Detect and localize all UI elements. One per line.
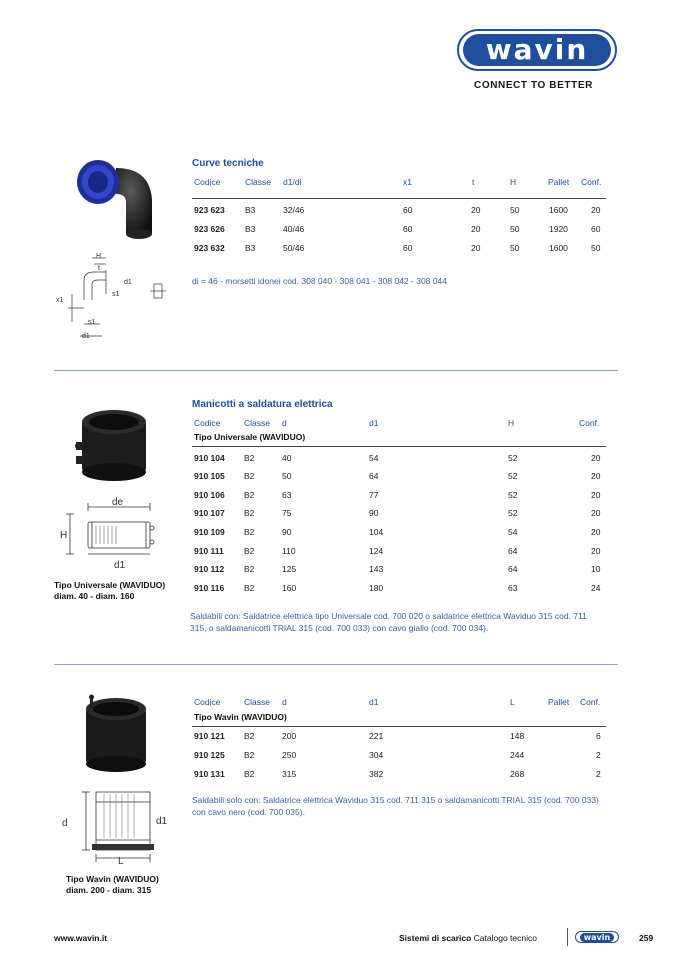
s2-r0-conf: 20 (591, 453, 601, 463)
elbow-product-image (68, 160, 158, 244)
s1-r0-pallet: 1600 (549, 205, 568, 215)
s3-r0-d1: 221 (369, 731, 384, 741)
s3-r0-d: 200 (282, 731, 297, 741)
diagram-label-s1-bottom: s1 (88, 319, 96, 326)
s2-header-rule (192, 446, 606, 447)
s2-r0-codice: 910 104 (194, 453, 225, 463)
s2-r3-d1: 90 (369, 508, 379, 518)
s3-r1-codice: 910 125 (194, 750, 225, 760)
s3-r2-classe: B2 (244, 769, 255, 779)
s2-r2-d: 63 (282, 490, 292, 500)
s1-header-conf: Conf. (581, 177, 602, 187)
s2-r5-d1: 124 (369, 546, 384, 556)
s2-r6-d: 125 (282, 564, 297, 574)
s1-r2-conf: 50 (591, 243, 601, 253)
s2-header-H: H (508, 418, 515, 428)
s3-r2-conf: 2 (596, 769, 601, 779)
s3-r1-d: 250 (282, 750, 297, 760)
s3-r0-classe: B2 (244, 731, 255, 741)
s1-note: di = 46 - morsetti idonei cod. 308 040 - 308 041 - 308 042 - 308 044 (192, 276, 447, 286)
s2-r2-classe: B2 (244, 490, 255, 500)
s3-note-line1: Saldabili solo con: Saldatrice elettrica Waviduo 315 cod. 711 315 o saldamanicotti TRIAL 315 (cod. 700 033) (192, 795, 599, 805)
s2-r5-classe: B2 (244, 546, 255, 556)
s1-r1-conf: 60 (591, 224, 601, 234)
s2-r7-codice: 910 116 (194, 583, 225, 593)
s1-r0-codice: 923 623 (194, 205, 225, 215)
s2-header-classe: Classe (244, 418, 270, 428)
s2-r4-H: 54 (508, 527, 518, 537)
s2-r6-d1: 143 (369, 564, 384, 574)
diagram-label-H2: H (60, 530, 68, 541)
s2-r1-codice: 910 105 (194, 471, 225, 481)
s3-r2-d1: 382 (369, 769, 384, 779)
s2-r3-conf: 20 (591, 508, 601, 518)
s3-r1-classe: B2 (244, 750, 255, 760)
s1-r1-x1: 60 (403, 224, 413, 234)
s1-header-rule (192, 198, 606, 199)
s1-r2-pallet: 1600 (549, 243, 568, 253)
s1-r2-d1di: 50/46 (283, 243, 305, 253)
s3-header-d: d (282, 697, 287, 707)
s1-r0-H: 50 (510, 205, 520, 215)
universal-coupler-drawing (58, 492, 168, 574)
diagram-label-d1-3: d1 (156, 816, 168, 827)
s2-r2-d1: 77 (369, 490, 379, 500)
s2-r0-classe: B2 (244, 453, 255, 463)
s3-header-codice: Codice (194, 697, 221, 707)
section-divider-2 (54, 664, 618, 665)
s2-r7-classe: B2 (244, 583, 255, 593)
s1-r0-x1: 60 (403, 205, 413, 215)
footer-separator (567, 928, 568, 946)
s2-r1-classe: B2 (244, 471, 255, 481)
s3-r2-codice: 910 131 (194, 769, 225, 779)
diagram-label-de: de (112, 497, 124, 508)
wavin-coupler-image (78, 694, 154, 774)
footer-catalog (399, 933, 537, 943)
s2-r7-conf: 24 (591, 583, 601, 593)
s2-header-codice: Codice (194, 418, 221, 428)
s2-r6-classe: B2 (244, 564, 255, 574)
footer-logo-text: wavin (580, 933, 614, 942)
s2-r5-d: 110 (282, 546, 296, 556)
s1-r0-conf: 20 (591, 205, 601, 215)
s1-r0-classe: B3 (245, 205, 256, 215)
s2-r7-H: 63 (508, 583, 518, 593)
s3-r0-L: 148 (510, 731, 525, 741)
s2-r2-codice: 910 106 (194, 490, 225, 500)
diagram-label-d3: d (62, 818, 68, 829)
s2-r6-codice: 910 112 (194, 564, 225, 574)
s2-note-line2: 315, o saldamanicotti TRIAL 315 (cod. 700 033) con cavo giallo (cod. 700 034). (190, 623, 489, 633)
s2-r0-d1: 54 (369, 453, 379, 463)
s2-r2-H: 52 (508, 490, 518, 500)
wavin-coupler-drawing (56, 784, 176, 866)
diagram-label-H: H (96, 253, 102, 260)
s2-header-conf: Conf. (579, 418, 600, 428)
s2-note-line1: Saldabili con: Saldatrice elettrica tipo Universale cod. 700 020 o saldatrice elettrica Waviduo 315 cod. 711 (190, 611, 587, 621)
s1-r2-codice: 923 632 (194, 243, 225, 253)
s2-r1-conf: 20 (591, 471, 601, 481)
elbow-technical-drawing (54, 250, 174, 345)
s3-r1-d1: 304 (369, 750, 384, 760)
s1-header-H: H (510, 177, 517, 187)
tagline: CONNECT TO BETTER (474, 80, 593, 91)
diagram-label-d1-2: d1 (114, 560, 126, 571)
diagram-label-d1: d1 (124, 279, 132, 286)
diagram-label-s1: s1 (112, 291, 120, 298)
logo-text: wavin (463, 34, 611, 66)
s2-r2-conf: 20 (591, 490, 601, 500)
s3-header-d1: d1 (369, 697, 379, 707)
footer-catalog-rest: Catalogo tecnico (473, 933, 537, 943)
section2-title: Manicotti a saldatura elettrica (192, 399, 333, 410)
s1-r2-t: 20 (471, 243, 481, 253)
s3-r2-L: 268 (510, 769, 525, 779)
s1-r1-t: 20 (471, 224, 481, 234)
s2-r0-H: 52 (508, 453, 518, 463)
s1-header-classe: Classe (245, 177, 271, 187)
s2-r3-d: 75 (282, 508, 292, 518)
s2-caption (54, 580, 165, 602)
s3-r2-d: 315 (282, 769, 297, 779)
s2-r3-H: 52 (508, 508, 518, 518)
diagram-label-d1-bottom: d1 (82, 333, 90, 340)
s3-caption (66, 874, 159, 896)
s3-r0-codice: 910 121 (194, 731, 225, 741)
s1-r0-d1di: 32/46 (283, 205, 305, 215)
s2-caption-line2: diam. 40 - diam. 160 (54, 591, 135, 601)
s2-r1-d1: 64 (369, 471, 379, 481)
s1-r1-d1di: 40/46 (283, 224, 305, 234)
s2-r4-d1: 104 (369, 527, 384, 537)
s1-header-x1: x1 (403, 177, 412, 187)
s3-note-line2: con cavo nero (cod. 700 035). (192, 807, 305, 817)
s1-header-pallet: Pallet (548, 177, 570, 187)
s1-r1-codice: 923 626 (194, 224, 225, 234)
s2-r4-conf: 20 (591, 527, 601, 537)
s2-r6-H: 64 (508, 564, 518, 574)
diagram-label-x1: x1 (56, 297, 64, 304)
s2-r3-classe: B2 (244, 508, 255, 518)
s3-r0-conf: 6 (596, 731, 601, 741)
s3-r1-L: 244 (510, 750, 525, 760)
s3-header-rule (192, 726, 606, 727)
s2-r3-codice: 910 107 (194, 508, 225, 518)
diagram-label-L: L (118, 856, 124, 866)
s3-caption-line1: Tipo Wavin (WAVIDUO) (66, 874, 159, 884)
footer-logo (575, 931, 619, 943)
s2-r6-conf: 10 (591, 564, 601, 574)
s2-subheader: Tipo Universale (WAVIDUO) (194, 432, 306, 442)
s1-r1-pallet: 1920 (549, 224, 568, 234)
s3-header-conf: Conf. (580, 697, 601, 707)
s1-header-t: t (472, 177, 475, 187)
s1-r1-H: 50 (510, 224, 520, 234)
s3-note (192, 794, 622, 818)
s2-note (190, 610, 620, 634)
s2-r5-conf: 20 (591, 546, 601, 556)
wavin-logo (457, 29, 617, 71)
s2-r4-codice: 910 109 (194, 527, 225, 537)
s2-r4-d: 90 (282, 527, 292, 537)
s1-r2-H: 50 (510, 243, 520, 253)
s2-caption-line1: Tipo Universale (WAVIDUO) (54, 580, 166, 590)
s1-header-codice: Codice (194, 177, 221, 187)
section1-title: Curve tecniche (192, 158, 264, 169)
diagram-label-t: t (98, 265, 100, 272)
s2-r7-d: 160 (282, 583, 297, 593)
s2-r7-d1: 180 (369, 583, 384, 593)
universal-coupler-image (72, 406, 154, 482)
s3-header-classe: Classe (244, 697, 270, 707)
s2-header-d: d (282, 418, 287, 428)
s3-header-pallet: Pallet (548, 697, 570, 707)
page-number: 259 (639, 933, 654, 943)
s2-r5-H: 64 (508, 546, 518, 556)
s3-r1-conf: 2 (596, 750, 601, 760)
s2-r4-classe: B2 (244, 527, 255, 537)
s3-caption-line2: diam. 200 - diam. 315 (66, 885, 152, 895)
s2-r0-d: 40 (282, 453, 292, 463)
footer-catalog-bold: Sistemi di scarico (399, 933, 472, 943)
s1-r2-classe: B3 (245, 243, 256, 253)
s2-r5-codice: 910 111 (194, 546, 224, 556)
s3-header-L: L (510, 697, 515, 707)
section-divider-1 (54, 370, 618, 371)
s2-r1-H: 52 (508, 471, 518, 481)
s3-subheader: Tipo Wavin (WAVIDUO) (194, 712, 287, 722)
s2-r1-d: 50 (282, 471, 292, 481)
s1-header-d1di: d1/di (283, 177, 302, 187)
s1-r1-classe: B3 (245, 224, 256, 234)
s1-r2-x1: 60 (403, 243, 413, 253)
s1-r0-t: 20 (471, 205, 481, 215)
footer-website[interactable]: www.wavin.it (54, 933, 108, 943)
s2-header-d1: d1 (369, 418, 379, 428)
